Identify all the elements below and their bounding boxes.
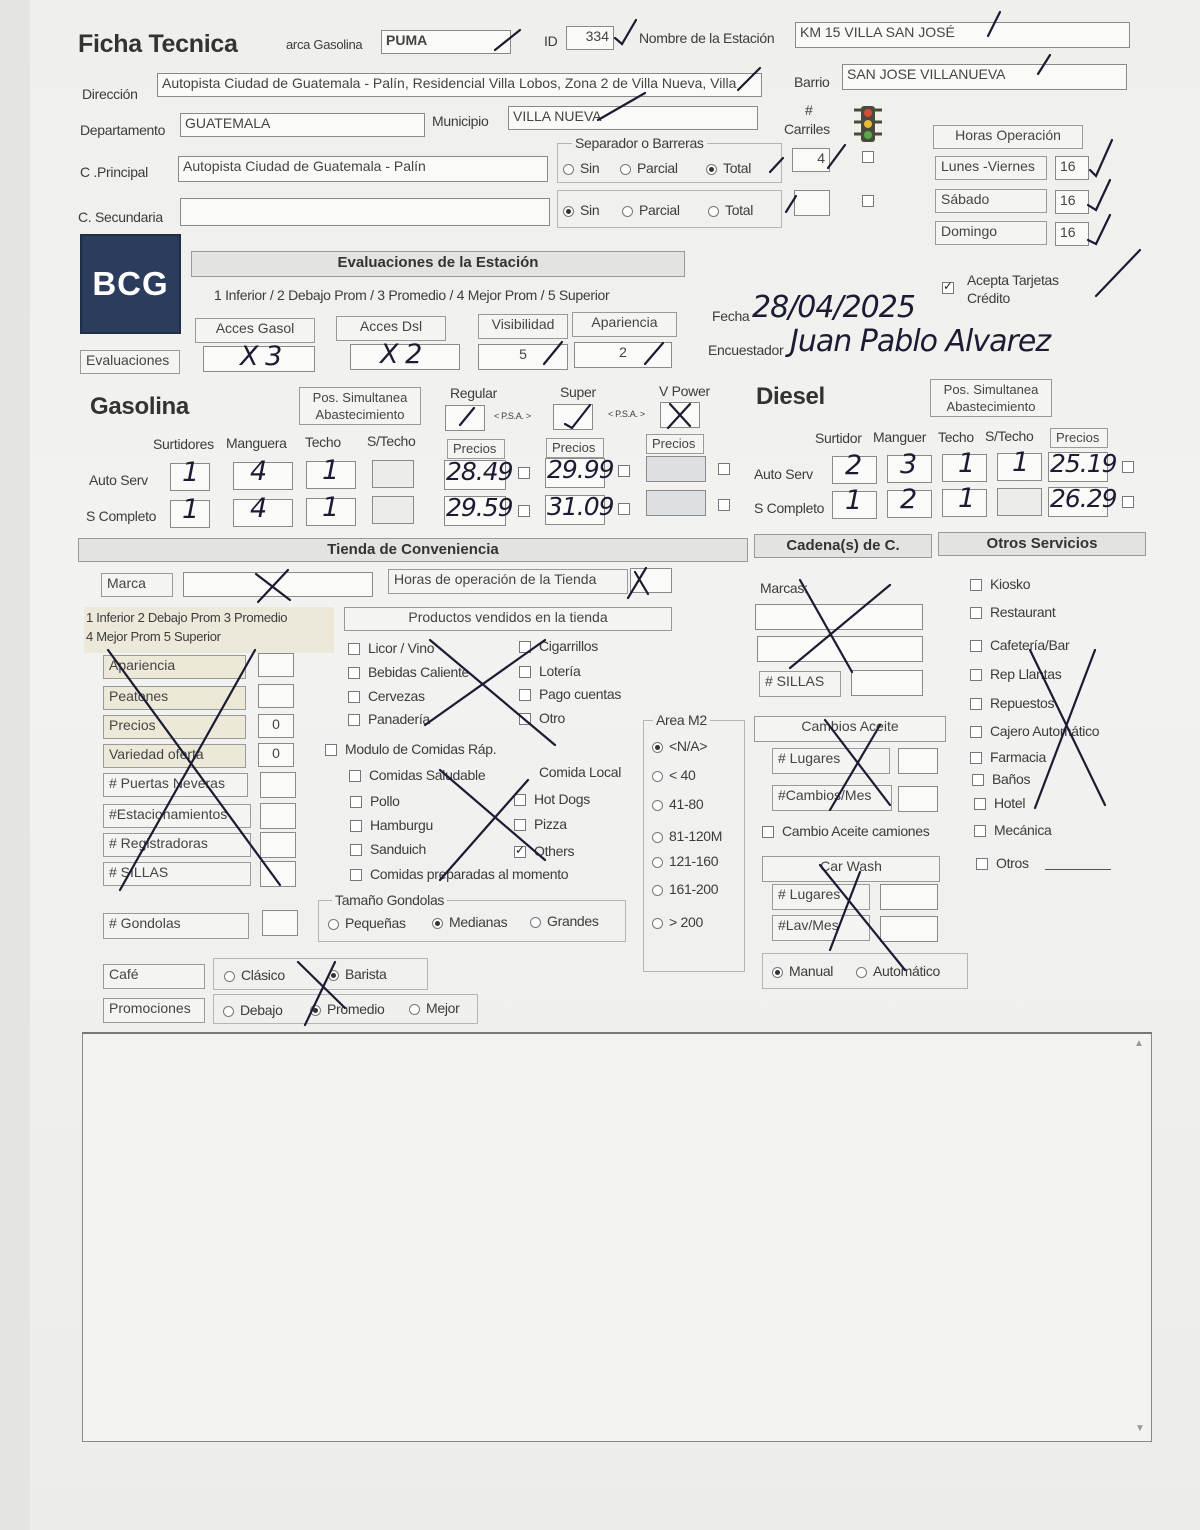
comida-sanduich[interactable]: Sanduich xyxy=(350,841,426,857)
acces-gasol-label: Acces Gasol xyxy=(195,318,315,343)
checkbox-icon xyxy=(970,607,982,619)
promo-promedio[interactable]: Promedio xyxy=(310,1001,385,1017)
direccion-field[interactable]: Autopista Ciudad de Guatemala - Palín, Residencial Villa Lobos, Zona 2 de Villa Nueva, Villa xyxy=(157,73,762,97)
horas-sab-field[interactable]: 16 xyxy=(1055,190,1089,214)
gas-row1-surt-value: 1 xyxy=(182,457,199,488)
radio-icon xyxy=(708,206,719,217)
radio-selected-icon xyxy=(706,164,717,175)
diesel-row2-mang-value: 2 xyxy=(900,484,917,515)
comida-pizza[interactable]: Pizza xyxy=(514,816,567,832)
diesel-row1-precio-value: 25.19 xyxy=(1050,449,1117,478)
separador-opt-total[interactable]: Total xyxy=(706,160,751,176)
cambios-lugares-label: # Lugares xyxy=(772,748,890,774)
checkbox-icon xyxy=(970,640,982,652)
radio-icon xyxy=(856,967,867,978)
psa-vpower-field[interactable] xyxy=(660,402,700,428)
tienda-left-field-0[interactable] xyxy=(258,653,294,677)
gas-row1-chk2[interactable] xyxy=(618,462,638,478)
tienda-horas-label: Horas de operación de la Tienda xyxy=(388,569,628,594)
tienda-left-6: # Registradoras xyxy=(103,833,251,857)
encuestador-label: Encuestador xyxy=(708,342,784,358)
lav-mes-field[interactable] xyxy=(880,916,938,942)
tienda-left-field-7[interactable] xyxy=(260,861,296,887)
horas-lv-field[interactable]: 16 xyxy=(1055,156,1089,180)
carriles-checkbox-1[interactable] xyxy=(862,148,882,164)
tienda-left-field-4[interactable] xyxy=(260,772,296,798)
gondolas-label: # Gondolas xyxy=(103,913,249,939)
checkbox-icon xyxy=(350,820,362,832)
otros-9[interactable]: Mecánica xyxy=(974,822,1052,838)
checkbox-icon xyxy=(970,579,982,591)
area-opt-1[interactable]: < 40 xyxy=(652,767,695,783)
separador2-opt-parcial[interactable]: Parcial xyxy=(622,202,680,218)
carwash-automatico[interactable]: Automático xyxy=(856,963,940,979)
cafe-clasico[interactable]: Clásico xyxy=(224,967,285,983)
diesel-row2-techo-value: 1 xyxy=(958,483,975,514)
checkbox-icon xyxy=(350,844,362,856)
checkbox-icon xyxy=(972,774,984,786)
checkbox-icon xyxy=(519,713,531,725)
checkbox-icon xyxy=(518,505,530,517)
diesel-row2-label: S Completo xyxy=(754,500,825,516)
cadena-marca-field-2[interactable] xyxy=(757,636,923,662)
carriles-field[interactable]: 4 xyxy=(792,148,830,172)
checkbox-icon xyxy=(974,798,986,810)
comida-saludable[interactable]: Comidas Saludable xyxy=(349,767,485,783)
gas-row1-stecho[interactable] xyxy=(372,460,414,488)
prod-panaderia[interactable]: Panadería xyxy=(348,711,430,727)
radio-icon xyxy=(652,832,663,843)
eval-scale: 1 Inferior / 2 Debajo Prom / 3 Promedio / 4 Mejor Prom / 5 Superior xyxy=(214,287,610,303)
promo-debajo[interactable]: Debajo xyxy=(223,1002,283,1018)
diesel-col-stecho: S/Techo xyxy=(985,428,1034,444)
checkbox-icon xyxy=(519,666,531,678)
otros-8[interactable]: Hotel xyxy=(974,795,1025,811)
gas-row2-p1-value: 29.59 xyxy=(446,493,513,522)
notes-textarea[interactable] xyxy=(82,1032,1152,1442)
col-manguera: Manguera xyxy=(226,435,287,451)
checkbox-icon xyxy=(970,698,982,710)
barrio-field[interactable]: SAN JOSE VILLANUEVA xyxy=(842,64,1127,90)
psa-super-field[interactable] xyxy=(553,404,593,430)
radio-icon xyxy=(652,918,663,929)
radio-icon xyxy=(652,771,663,782)
carwash-title: Car Wash xyxy=(762,856,940,882)
tienda-left-3: Variedad oferta xyxy=(103,744,246,768)
diesel-pos-sim: Pos. Simultanea Abastecimiento xyxy=(930,379,1052,417)
prod-pago-cuentas[interactable]: Pago cuentas xyxy=(519,686,621,702)
checkbox-icon xyxy=(519,689,531,701)
radio-selected-icon xyxy=(328,970,339,981)
gas-row2-chk3[interactable] xyxy=(718,496,738,512)
checkbox-icon xyxy=(350,869,362,881)
fecha-value: 28/04/2025 xyxy=(752,290,915,325)
municipio-label: Municipio xyxy=(432,113,489,129)
gas-row2-p2-value: 31.09 xyxy=(547,492,614,521)
comida-hamburgu[interactable]: Hamburgu xyxy=(350,817,433,833)
horas-dom-field[interactable]: 16 xyxy=(1055,222,1089,246)
tienda-left-2: Precios xyxy=(103,715,246,739)
diesel-row1-surt-value: 2 xyxy=(845,450,862,481)
col-techo: Techo xyxy=(305,434,341,450)
gas-row1-label: Auto Serv xyxy=(89,472,148,488)
carwash-lugares-label: # Lugares xyxy=(772,884,870,910)
horas-title: Horas Operación xyxy=(933,125,1083,149)
tienda-left-4: # Puertas Neveras xyxy=(103,773,248,797)
diesel-row2-surt-value: 1 xyxy=(845,485,862,516)
gas-row2-p3[interactable] xyxy=(646,490,706,516)
psa-regular-field[interactable] xyxy=(445,405,485,431)
eval-title: Evaluaciones de la Estación xyxy=(191,251,685,277)
gas-row1-mang-value: 4 xyxy=(250,456,267,487)
area-group xyxy=(643,720,745,972)
tamano-medianas[interactable]: Medianas xyxy=(432,914,507,930)
prod-loteria[interactable]: Lotería xyxy=(519,663,581,679)
checkbox-icon xyxy=(862,195,874,207)
gas-row2-techo-value: 1 xyxy=(322,492,339,523)
tienda-left-5: #Estacionamientos xyxy=(103,804,251,828)
modulo-comidas[interactable]: Modulo de Comidas Ráp. xyxy=(325,741,496,757)
principal-label: C .Principal xyxy=(80,164,148,180)
radio-selected-icon xyxy=(652,742,663,753)
form-title: Ficha Tecnica xyxy=(78,30,238,58)
col-surtidores: Surtidores xyxy=(153,436,214,452)
radio-icon xyxy=(409,1004,420,1015)
tarjetas-checkbox[interactable] xyxy=(942,279,962,295)
tienda-left-field-1[interactable] xyxy=(258,684,294,708)
tamano-grandes[interactable]: Grandes xyxy=(530,913,599,929)
cambios-mes-label: #Cambios/Mes xyxy=(772,785,892,811)
prod-otro[interactable]: Otro xyxy=(519,710,565,726)
area-opt-0[interactable]: <N/A> xyxy=(652,738,707,754)
radio-icon xyxy=(530,917,541,928)
nombre-field[interactable]: KM 15 VILLA SAN JOSÉ xyxy=(795,22,1130,48)
radio-icon xyxy=(328,919,339,930)
otros-10[interactable]: Otros xyxy=(976,855,1029,871)
checkbox-icon xyxy=(618,465,630,477)
radio-selected-icon xyxy=(563,206,574,217)
checkbox-icon xyxy=(349,770,361,782)
comida-local-label: Comida Local xyxy=(539,764,621,780)
checkbox-icon xyxy=(325,744,337,756)
checkbox-icon xyxy=(718,463,730,475)
carriles-label: Carriles xyxy=(784,121,830,137)
prod-licor[interactable]: Licor / Vino xyxy=(348,640,434,656)
bcg-logo: BCG xyxy=(80,234,181,334)
lav-mes-label: #Lav/Mes xyxy=(772,915,870,941)
direccion-label: Dirección xyxy=(82,86,138,102)
tienda-title: Tienda de Conveniencia xyxy=(78,538,748,562)
otros-1[interactable]: Restaurant xyxy=(970,604,1055,620)
diesel-row1-chk[interactable] xyxy=(1122,458,1142,474)
prod-cigarrillos[interactable]: Cigarrillos xyxy=(519,638,598,654)
checkbox-icon xyxy=(348,691,360,703)
diesel-row2-precio-value: 26.29 xyxy=(1050,484,1117,513)
checkbox-icon xyxy=(348,714,360,726)
carriles-field-2[interactable] xyxy=(794,190,830,216)
col-precios-1: Precios xyxy=(447,439,505,459)
promociones-label: Promociones xyxy=(103,998,205,1023)
gas-row1-techo-value: 1 xyxy=(322,455,339,486)
tienda-left-field-6[interactable] xyxy=(260,832,296,858)
tamano-title: Tamaño Gondolas xyxy=(332,892,447,908)
otros-title: Otros Servicios xyxy=(938,532,1146,556)
checkbox-icon xyxy=(519,641,531,653)
apariencia-field[interactable]: 2 xyxy=(574,342,672,368)
tienda-marca-label: Marca xyxy=(101,573,173,597)
horas-dom-label: Domingo xyxy=(935,221,1047,245)
tienda-scale-2: 4 Mejor Prom 5 Superior xyxy=(86,629,221,644)
gas-row2-stecho[interactable] xyxy=(372,496,414,524)
otros-5[interactable]: Cajero Automático xyxy=(970,723,1099,739)
carriles-hash: # xyxy=(805,102,813,118)
radio-icon xyxy=(652,857,663,868)
diesel-row2-stecho[interactable] xyxy=(997,488,1042,516)
gas-row2-surt-value: 1 xyxy=(182,494,199,525)
gas-row2-chk2[interactable] xyxy=(618,500,638,516)
departamento-field[interactable]: GUATEMALA xyxy=(180,113,425,137)
scroll-down-icon[interactable]: ▼ xyxy=(1135,1423,1145,1434)
scroll-up-icon[interactable]: ▲ xyxy=(1134,1038,1144,1049)
checkbox-icon xyxy=(718,499,730,511)
separador2-opt-sin[interactable]: Sin xyxy=(563,202,599,218)
otros-7[interactable]: Baños xyxy=(972,771,1030,787)
marca-label: arca Gasolina xyxy=(286,37,363,52)
departamento-label: Departamento xyxy=(80,122,166,138)
checkbox-icon xyxy=(1122,461,1134,473)
traffic-light-icon xyxy=(852,104,884,144)
tienda-scale-1: 1 Inferior 2 Debajo Prom 3 Promedio xyxy=(86,610,288,625)
checkbox-icon xyxy=(618,503,630,515)
cambios-aceite-title: Cambios Aceite xyxy=(754,716,946,742)
comida-pollo[interactable]: Pollo xyxy=(350,793,400,809)
regular-label: Regular xyxy=(450,385,497,401)
checkbox-icon xyxy=(518,467,530,479)
checkbox-icon xyxy=(970,726,982,738)
area-title: Area M2 xyxy=(653,712,710,728)
gas-row1-chk1[interactable] xyxy=(518,464,538,480)
diesel-col-techo: Techo xyxy=(938,429,974,445)
psa-label-1: < P.S.A. > xyxy=(494,411,531,421)
tienda-horas-field[interactable] xyxy=(630,568,672,593)
area-opt-5[interactable]: 161-200 xyxy=(652,881,718,897)
municipio-field[interactable]: VILLA NUEVA xyxy=(508,106,758,130)
gas-row2-chk1[interactable] xyxy=(518,502,538,518)
separador2-opt-total[interactable]: Total xyxy=(708,202,753,218)
area-opt-3[interactable]: 81-120M xyxy=(652,828,722,844)
tamano-pequenas[interactable]: Pequeñas xyxy=(328,915,406,931)
cambio-camiones[interactable]: Cambio Aceite camiones xyxy=(762,823,929,839)
secundaria-field[interactable] xyxy=(180,198,550,226)
radio-icon xyxy=(622,206,633,217)
barrio-label: Barrio xyxy=(794,74,830,90)
prod-cervezas[interactable]: Cervezas xyxy=(348,688,425,704)
super-label: Super xyxy=(560,384,596,400)
id-label: ID xyxy=(544,33,558,49)
prod-bebidas[interactable]: Bebidas Caliente xyxy=(348,664,469,680)
otros-6[interactable]: Farmacia xyxy=(970,749,1046,765)
gas-row2-mang-value: 4 xyxy=(250,493,267,524)
cafe-barista[interactable]: Barista xyxy=(328,966,386,982)
radio-icon xyxy=(620,164,631,175)
radio-icon xyxy=(223,1006,234,1017)
gas-row1-p2-value: 29.99 xyxy=(547,455,614,484)
diesel-row2-chk[interactable] xyxy=(1122,493,1142,509)
area-opt-6[interactable]: > 200 xyxy=(652,914,703,930)
gas-row1-chk3[interactable] xyxy=(718,460,738,476)
otros-0[interactable]: Kiosko xyxy=(970,576,1030,592)
otros-2[interactable]: Cafetería/Bar xyxy=(970,637,1069,653)
checkbox-icon xyxy=(970,669,982,681)
comida-hotdogs[interactable]: Hot Dogs xyxy=(514,791,590,807)
area-opt-4[interactable]: 121-160 xyxy=(652,853,718,869)
tienda-left-7: # SILLAS xyxy=(103,862,251,886)
checkbox-icon xyxy=(1122,496,1134,508)
checkbox-icon xyxy=(974,825,986,837)
col-precios-3: Precios xyxy=(646,434,704,454)
comida-others[interactable]: ✓Others xyxy=(514,843,574,859)
visibilidad-field[interactable]: 5 xyxy=(478,344,568,370)
tienda-left-0: Apariencia xyxy=(103,655,246,679)
checkbox-checked-icon xyxy=(514,846,526,858)
gas-row1-p3[interactable] xyxy=(646,456,706,482)
checkbox-icon xyxy=(348,643,360,655)
tienda-left-field-2[interactable]: 0 xyxy=(258,714,294,738)
acces-gasol-value: X 3 xyxy=(240,341,282,372)
col-stecho: S/Techo xyxy=(367,433,416,449)
radio-icon xyxy=(563,164,574,175)
tienda-left-field-5[interactable] xyxy=(260,803,296,829)
checkbox-icon xyxy=(762,826,774,838)
cadena-marca-field-1[interactable] xyxy=(755,604,923,630)
acces-dsl-value: X 2 xyxy=(380,339,422,370)
gas-row1-p1-value: 28.49 xyxy=(446,457,513,486)
checkbox-icon xyxy=(350,796,362,808)
radio-icon xyxy=(224,971,235,982)
evaluaciones-label: Evaluaciones xyxy=(80,350,180,374)
checkbox-icon xyxy=(514,819,526,831)
cadena-sillas-field[interactable] xyxy=(851,670,923,696)
checkbox-checked-icon xyxy=(942,282,954,294)
diesel-title: Diesel xyxy=(756,383,825,410)
checkbox-icon xyxy=(514,794,526,806)
gasolina-title: Gasolina xyxy=(90,393,189,420)
radio-icon xyxy=(652,800,663,811)
radio-selected-icon xyxy=(310,1005,321,1016)
tienda-scale-note xyxy=(84,607,334,653)
gondolas-field[interactable] xyxy=(262,910,298,936)
diesel-row1-label: Auto Serv xyxy=(754,466,813,482)
checkbox-icon xyxy=(348,667,360,679)
carriles-checkbox-2[interactable] xyxy=(862,192,882,208)
tienda-marca-field[interactable] xyxy=(183,572,373,597)
radio-selected-icon xyxy=(772,967,783,978)
checkbox-icon xyxy=(970,752,982,764)
horas-lv-label: Lunes -Viernes xyxy=(935,156,1047,180)
diesel-row1-techo-value: 1 xyxy=(958,448,975,479)
horas-sab-label: Sábado xyxy=(935,189,1047,213)
psa-label-2: < P.S.A. > xyxy=(608,409,645,419)
separador-title: Separador o Barreras xyxy=(572,135,707,151)
cadena-marcas-label: Marcas: xyxy=(760,580,808,596)
comida-preparadas[interactable]: Comidas preparadas al momento xyxy=(350,866,568,882)
otros-4[interactable]: Repuestos xyxy=(970,695,1054,711)
fecha-label: Fecha xyxy=(712,308,750,324)
diesel-col-surtidor: Surtidor xyxy=(815,430,862,446)
cafe-label: Café xyxy=(103,964,205,989)
encuestador-value: Juan Pablo Alvarez xyxy=(790,324,1051,359)
nombre-label: Nombre de la Estación xyxy=(639,30,775,46)
vpower-label: V Power xyxy=(659,383,710,399)
secundaria-label: C. Secundaria xyxy=(78,209,163,225)
gasolina-pos-sim: Pos. Simultanea Abastecimiento xyxy=(299,387,421,425)
visibilidad-label: Visibilidad xyxy=(478,314,568,339)
acces-dsl-label: Acces Dsl xyxy=(336,316,446,341)
area-opt-2[interactable]: 41-80 xyxy=(652,796,703,812)
tarjetas-label: Acepta Tarjetas Crédito xyxy=(967,272,1059,306)
col-precios-2: Precios xyxy=(546,438,604,458)
otros-line xyxy=(1045,869,1111,870)
id-field[interactable]: 334 xyxy=(566,26,614,50)
productos-title: Productos vendidos en la tienda xyxy=(344,607,672,631)
separador-opt-parcial[interactable]: Parcial xyxy=(620,160,678,176)
apariencia-label: Apariencia xyxy=(572,312,677,337)
gas-row2-label: S Completo xyxy=(86,508,157,524)
principal-field[interactable]: Autopista Ciudad de Guatemala - Palín xyxy=(178,156,548,182)
cambios-lugares-field[interactable] xyxy=(898,748,938,774)
radio-selected-icon xyxy=(432,918,443,929)
carwash-lugares-field[interactable] xyxy=(880,884,938,910)
checkbox-icon xyxy=(862,151,874,163)
cadena-title: Cadena(s) de C. xyxy=(754,534,932,558)
cambios-mes-field[interactable] xyxy=(898,786,938,812)
carwash-manual[interactable]: Manual xyxy=(772,963,833,979)
separador-opt-sin[interactable]: Sin xyxy=(563,160,599,176)
diesel-col-precios: Precios xyxy=(1050,428,1108,448)
tienda-left-1: Peatones xyxy=(103,686,246,710)
marca-field[interactable]: PUMA xyxy=(381,30,511,54)
diesel-row1-mang-value: 3 xyxy=(900,449,917,480)
cadena-sillas-label: # SILLAS xyxy=(759,671,841,697)
otros-3[interactable]: Rep Llantas xyxy=(970,666,1061,682)
checkbox-icon xyxy=(976,858,988,870)
promo-mejor[interactable]: Mejor xyxy=(409,1000,460,1016)
diesel-row1-stecho-value: 1 xyxy=(1012,447,1029,478)
diesel-col-manguer: Manguer xyxy=(873,429,927,445)
radio-icon xyxy=(652,885,663,896)
tienda-left-field-3[interactable]: 0 xyxy=(258,743,294,767)
